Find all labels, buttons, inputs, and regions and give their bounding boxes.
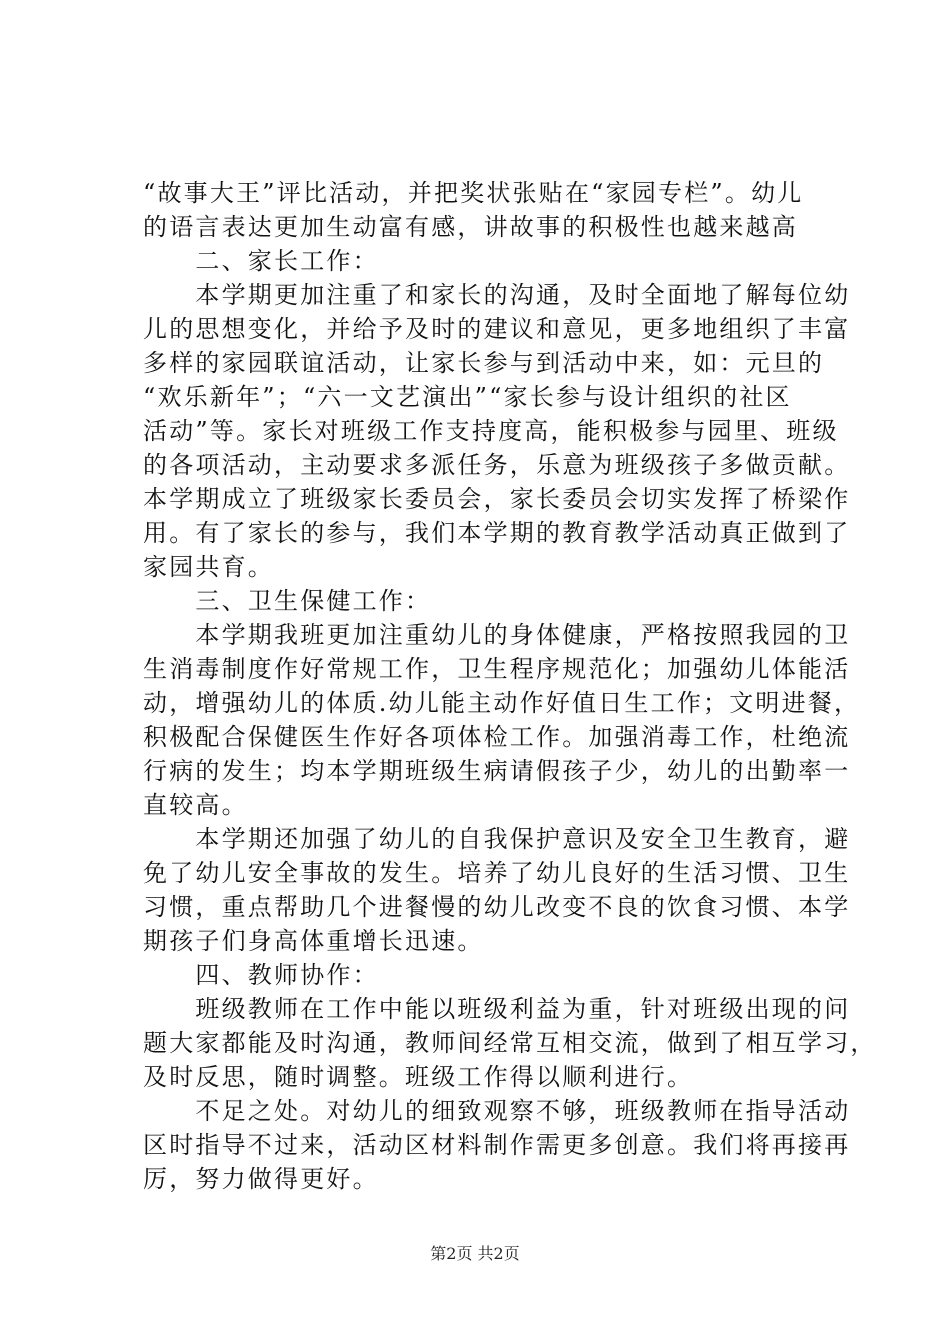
text-line: “故事大王”评比活动，并把奖状张贴在“家园专栏”。幼儿 [143, 179, 804, 207]
text-line: 期孩子们身高体重增长迅速。 [143, 927, 484, 955]
section-heading-health: 三、卫生保健工作： [143, 587, 432, 615]
text-line: 本学期还加强了幼儿的自我保护意识及安全卫生教育，避 [143, 825, 851, 853]
text-line: 用。有了家长的参与，我们本学期的教育教学活动真正做到了 [143, 519, 851, 547]
document-body [143, 176, 877, 1196]
text-line: 直较高。 [143, 791, 248, 819]
text-line: 本学期我班更加注重幼儿的身体健康，严格按照我园的卫 [143, 621, 851, 649]
text-line: 习惯，重点帮助几个进餐慢的幼儿改变不良的饮食习惯、本学 [143, 893, 851, 921]
text-line: 本学期更加注重了和家长的沟通，及时全面地了解每位幼 [143, 281, 851, 309]
text-line: 活动”等。家长对班级工作支持度高，能积极参与园里、班级 [143, 417, 839, 445]
text-line: 班级教师在工作中能以班级利益为重，针对班级出现的问 [143, 995, 851, 1023]
text-line: 及时反思，随时调整。班级工作得以顺利进行。 [143, 1063, 694, 1091]
text-line: 动，增强幼儿的体质.幼儿能主动作好值日生工作；文明进餐， [143, 689, 861, 717]
text-line: 生消毒制度作好常规工作，卫生程序规范化；加强幼儿体能活 [143, 655, 851, 683]
text-line: “欢乐新年”；“六一文艺演出”“家长参与设计组织的社区 [143, 383, 792, 411]
section-heading-parents: 二、家长工作： [143, 247, 379, 275]
text-line: 本学期成立了班级家长委员会，家长委员会切实发挥了桥梁作 [143, 485, 851, 513]
text-line: 不足之处。对幼儿的细致观察不够，班级教师在指导活动 [143, 1097, 851, 1125]
text-line: 行病的发生；均本学期班级生病请假孩子少，幼儿的出勤率一 [143, 757, 851, 785]
text-line: 免了幼儿安全事故的发生。培养了幼儿良好的生活习惯、卫生 [143, 859, 851, 887]
text-line: 题大家都能及时沟通，教师间经常互相交流，做到了相互学习， [143, 1029, 877, 1057]
text-line: 家园共育。 [143, 553, 274, 581]
page-footer [0, 1243, 950, 1265]
text-line: 多样的家园联谊活动，让家长参与到活动中来，如：元旦的 [143, 349, 825, 377]
text-line: 儿的思想变化，并给予及时的建议和意见，更多地组织了丰富 [143, 315, 851, 343]
text-line: 厉，努力做得更好。 [143, 1165, 379, 1193]
text-line: 的语言表达更加生动富有感，讲故事的积极性也越来越高 [143, 213, 798, 241]
text-line: 积极配合保健医生作好各项体检工作。加强消毒工作，杜绝流 [143, 723, 851, 751]
text-line: 的各项活动，主动要求多派任务，乐意为班级孩子多做贡献。 [143, 451, 851, 479]
section-heading-teachers: 四、教师协作： [143, 961, 379, 989]
text-line: 区时指导不过来，活动区材料制作需更多创意。我们将再接再 [143, 1131, 851, 1159]
page-number: 第2页 共2页 [430, 1244, 520, 1263]
